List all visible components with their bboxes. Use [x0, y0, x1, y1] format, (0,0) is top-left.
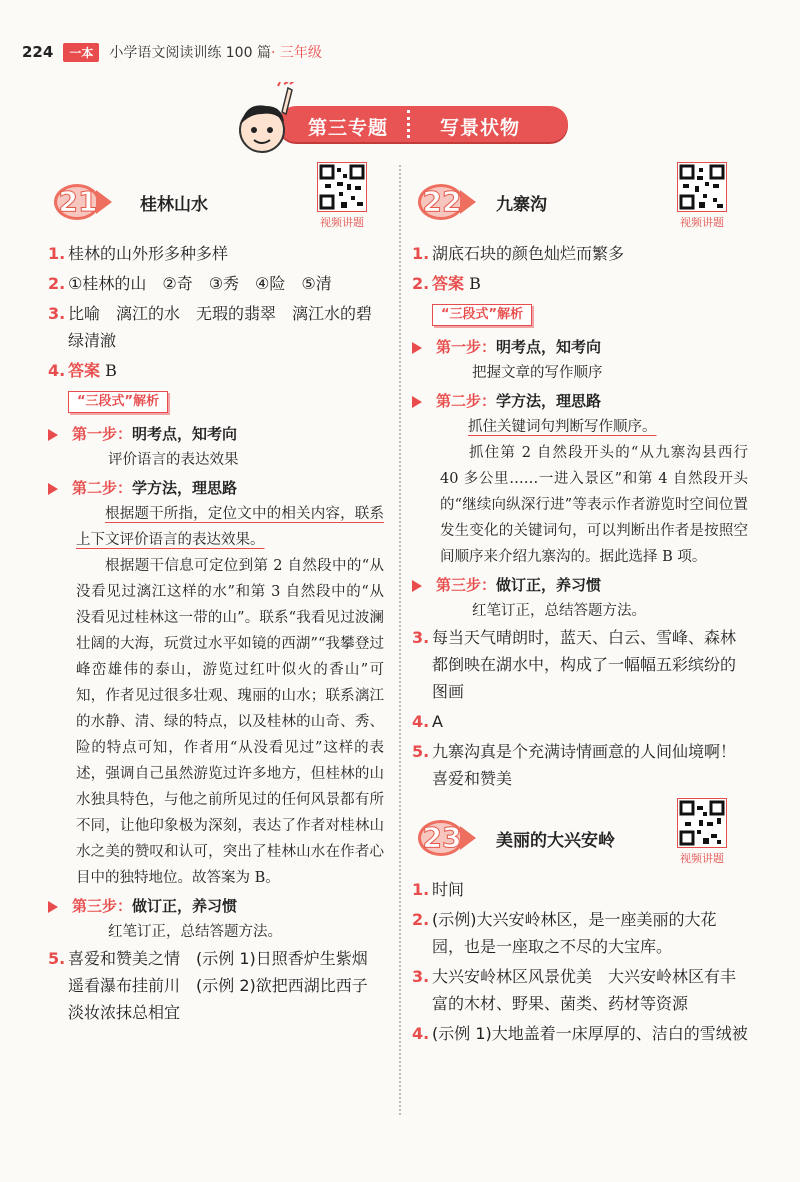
item-text: A [432, 712, 443, 731]
column-divider [399, 165, 401, 1115]
item-number: 1. [48, 244, 66, 263]
item-number: 2. [412, 274, 430, 293]
answer-item [48, 300, 384, 354]
item-number: 2. [412, 910, 430, 929]
item-number: 1. [412, 880, 430, 899]
lesson-23-header [412, 796, 748, 876]
answer-item [48, 270, 384, 297]
series-name: 小学语文阅读训练 100 篇 [109, 45, 271, 61]
answer-item [412, 240, 748, 267]
answer-item [48, 240, 384, 267]
item-number: 2. [48, 274, 66, 293]
answer-item [412, 270, 748, 297]
step-label: 第三步： [436, 576, 497, 594]
answer-label: 答案 [432, 274, 465, 293]
step-bullet-icon [48, 429, 58, 441]
qr-code[interactable] [672, 798, 732, 866]
lesson-title: 美丽的大兴安岭 [496, 831, 615, 851]
item-text: 九寨沟真是个充满诗情画意的人间仙境啊！ 喜爱和赞美 [432, 742, 753, 788]
qr-code[interactable] [312, 162, 372, 230]
lesson-21-header [48, 160, 384, 240]
answer-item [412, 1020, 748, 1047]
lesson-22-header [412, 160, 748, 240]
step-method: 抓住关键词句判断写作顺序。 [468, 419, 657, 435]
page-header [22, 40, 322, 64]
answer-label: 答案 [68, 361, 101, 380]
qr-label: 视频讲题 [680, 216, 724, 229]
item-text: 每当天气晴朗时，蓝天、白云、雪峰、森林都倒映在湖水中，构成了一幅幅五彩缤纷的图画 [432, 628, 737, 701]
step-explanation: 根据题干信息可定位到第 2 自然段中的“从没看见过漓江这样的水”和第 3 自然段中的“从没看见过桂林这一带的山”。联系“我看见过波澜壮阔的大海，玩赏过水平如镜的西湖”“我攀登过峰峦雄伟的泰山，游览过红叶似火的香山”可知，作者见过很多壮观、瑰丽的山水；联系漓江的水静、清、绿的特点，以及桂林的山奇、秀、险的特点可知，作者用“从没看见过”这样的表述，强调自己虽然游览过许多地方，但桂林的山水独具特色，与他之前所见过的任何风景都有所不同，让他印象极为深刻，表达了作者对桂林山水之美的赞叹和认可，突出了桂林山水在作者心目中的独特地位。故答案为 B。 [76, 558, 384, 886]
step-label: 第二步： [436, 392, 497, 410]
qr-code-icon [317, 162, 367, 212]
step-label: 第三步： [72, 897, 133, 915]
step-bullet-icon [412, 396, 422, 408]
step-title: 做订正，养习惯 [496, 576, 602, 594]
step-label: 第一步： [436, 338, 497, 356]
step-title: 明考点，知考向 [496, 338, 602, 356]
item-number: 5. [412, 742, 430, 761]
step-method: 根据题干所指，定位文中的相关内容，联系上下文评价语言的表达效果。 [76, 506, 384, 548]
answer-item [412, 708, 748, 735]
analysis-tag: “三段式”解析 [432, 304, 532, 326]
banner-theme: 写景状物 [440, 117, 521, 139]
answer-item [412, 738, 753, 792]
topic-banner [232, 82, 572, 162]
step-bullet-icon [412, 342, 422, 354]
step-1 [412, 334, 748, 360]
step-1 [48, 421, 384, 447]
item-text: 湖底石块的颜色灿烂而繁多 [432, 244, 625, 263]
lesson-number: 21 [58, 185, 98, 218]
step-bullet-icon [48, 483, 58, 495]
grade-label: · 三年级 [270, 45, 322, 61]
item-number: 3. [412, 967, 430, 986]
qr-label: 视频讲题 [680, 852, 724, 865]
step-title: 学方法，理思路 [132, 479, 238, 497]
item-text: ①桂林的山 ②奇 ③秀 ④险 ⑤清 [68, 274, 332, 293]
step-2 [412, 388, 748, 414]
step-text: 红笔订正，总结答题方法。 [472, 603, 646, 619]
answer-value: B [100, 361, 117, 380]
brand-badge: 一本 [63, 43, 99, 62]
qr-label: 视频讲题 [320, 216, 364, 229]
item-text: (示例)大兴安岭林区，是一座美丽的大花园，也是一座取之不尽的大宝库。 [432, 910, 717, 956]
lesson-number: 22 [422, 185, 462, 218]
step-text: 把握文章的写作顺序 [472, 365, 603, 381]
item-number: 1. [412, 244, 430, 263]
answer-item [48, 357, 384, 384]
step-title: 明考点，知考向 [132, 425, 238, 443]
lesson-number: 23 [422, 821, 462, 854]
step-title: 学方法，理思路 [496, 392, 602, 410]
answer-item [412, 624, 748, 705]
step-bullet-icon [48, 901, 58, 913]
item-text: 比喻 漓江的水 无瑕的翡翠 漓江水的碧绿清澈 [68, 304, 373, 350]
answer-item [412, 876, 748, 903]
item-number: 4. [412, 712, 430, 731]
banner-divider [407, 110, 410, 138]
lesson-21-section [48, 160, 384, 1029]
qr-code-icon [677, 162, 727, 212]
series-title [109, 42, 322, 62]
step-label: 第一步： [72, 425, 133, 443]
step-2 [48, 475, 384, 501]
item-number: 4. [48, 361, 66, 380]
item-number: 4. [412, 1024, 430, 1043]
analysis-tag: “三段式”解析 [68, 391, 168, 413]
item-text: 时间 [432, 880, 465, 899]
item-number: 5. [48, 949, 66, 968]
mascot-boy-icon [232, 82, 296, 162]
step-title: 做订正，养习惯 [132, 897, 238, 915]
item-text: 桂林的山外形多种多样 [68, 244, 229, 263]
step-explanation: 抓住第 2 自然段开头的“从九寨沟县西行 40 多公里……一进入景区”和第 4 自然段开头的“继续向纵深行进”等表示作者游览时空间位置发生变化的关键词句，可以判断出作者是按照空间顺序来介绍九寨沟的。据此选择 B 项。 [440, 445, 748, 565]
step-3 [412, 572, 748, 598]
step-label: 第二步： [72, 479, 133, 497]
lesson-title: 桂林山水 [140, 195, 208, 215]
item-text: 大兴安岭林区风景优美 大兴安岭林区有丰富的木材、野果、菌类、药材等资源 [432, 967, 737, 1013]
lesson-number-badge [412, 182, 486, 222]
lesson-22-section [412, 160, 753, 1050]
item-number: 3. [412, 628, 430, 647]
answer-item [48, 945, 384, 1026]
answer-item [412, 963, 748, 1017]
step-3 [48, 893, 384, 919]
step-bullet-icon [412, 580, 422, 592]
banner-topic: 第三专题 [308, 117, 389, 139]
lesson-title: 九寨沟 [496, 195, 547, 215]
step-text: 红笔订正，总结答题方法。 [108, 924, 282, 940]
qr-code[interactable] [672, 162, 732, 230]
step-text: 评价语言的表达效果 [108, 452, 239, 468]
qr-code-icon [677, 798, 727, 848]
answer-item [412, 906, 748, 960]
item-number: 3. [48, 304, 66, 323]
lesson-number-badge [412, 818, 486, 858]
lesson-number-badge [48, 182, 122, 222]
page-number: 224 [22, 43, 54, 61]
item-text: 喜爱和赞美之情 (示例 1)日照香炉生紫烟 遥看瀑布挂前川 (示例 2)欲把西湖比西子 淡妆浓抹总相宜 [68, 949, 384, 1022]
answer-value: B [464, 274, 481, 293]
item-text: (示例 1)大地盖着一床厚厚的、洁白的雪绒被 [432, 1024, 748, 1043]
